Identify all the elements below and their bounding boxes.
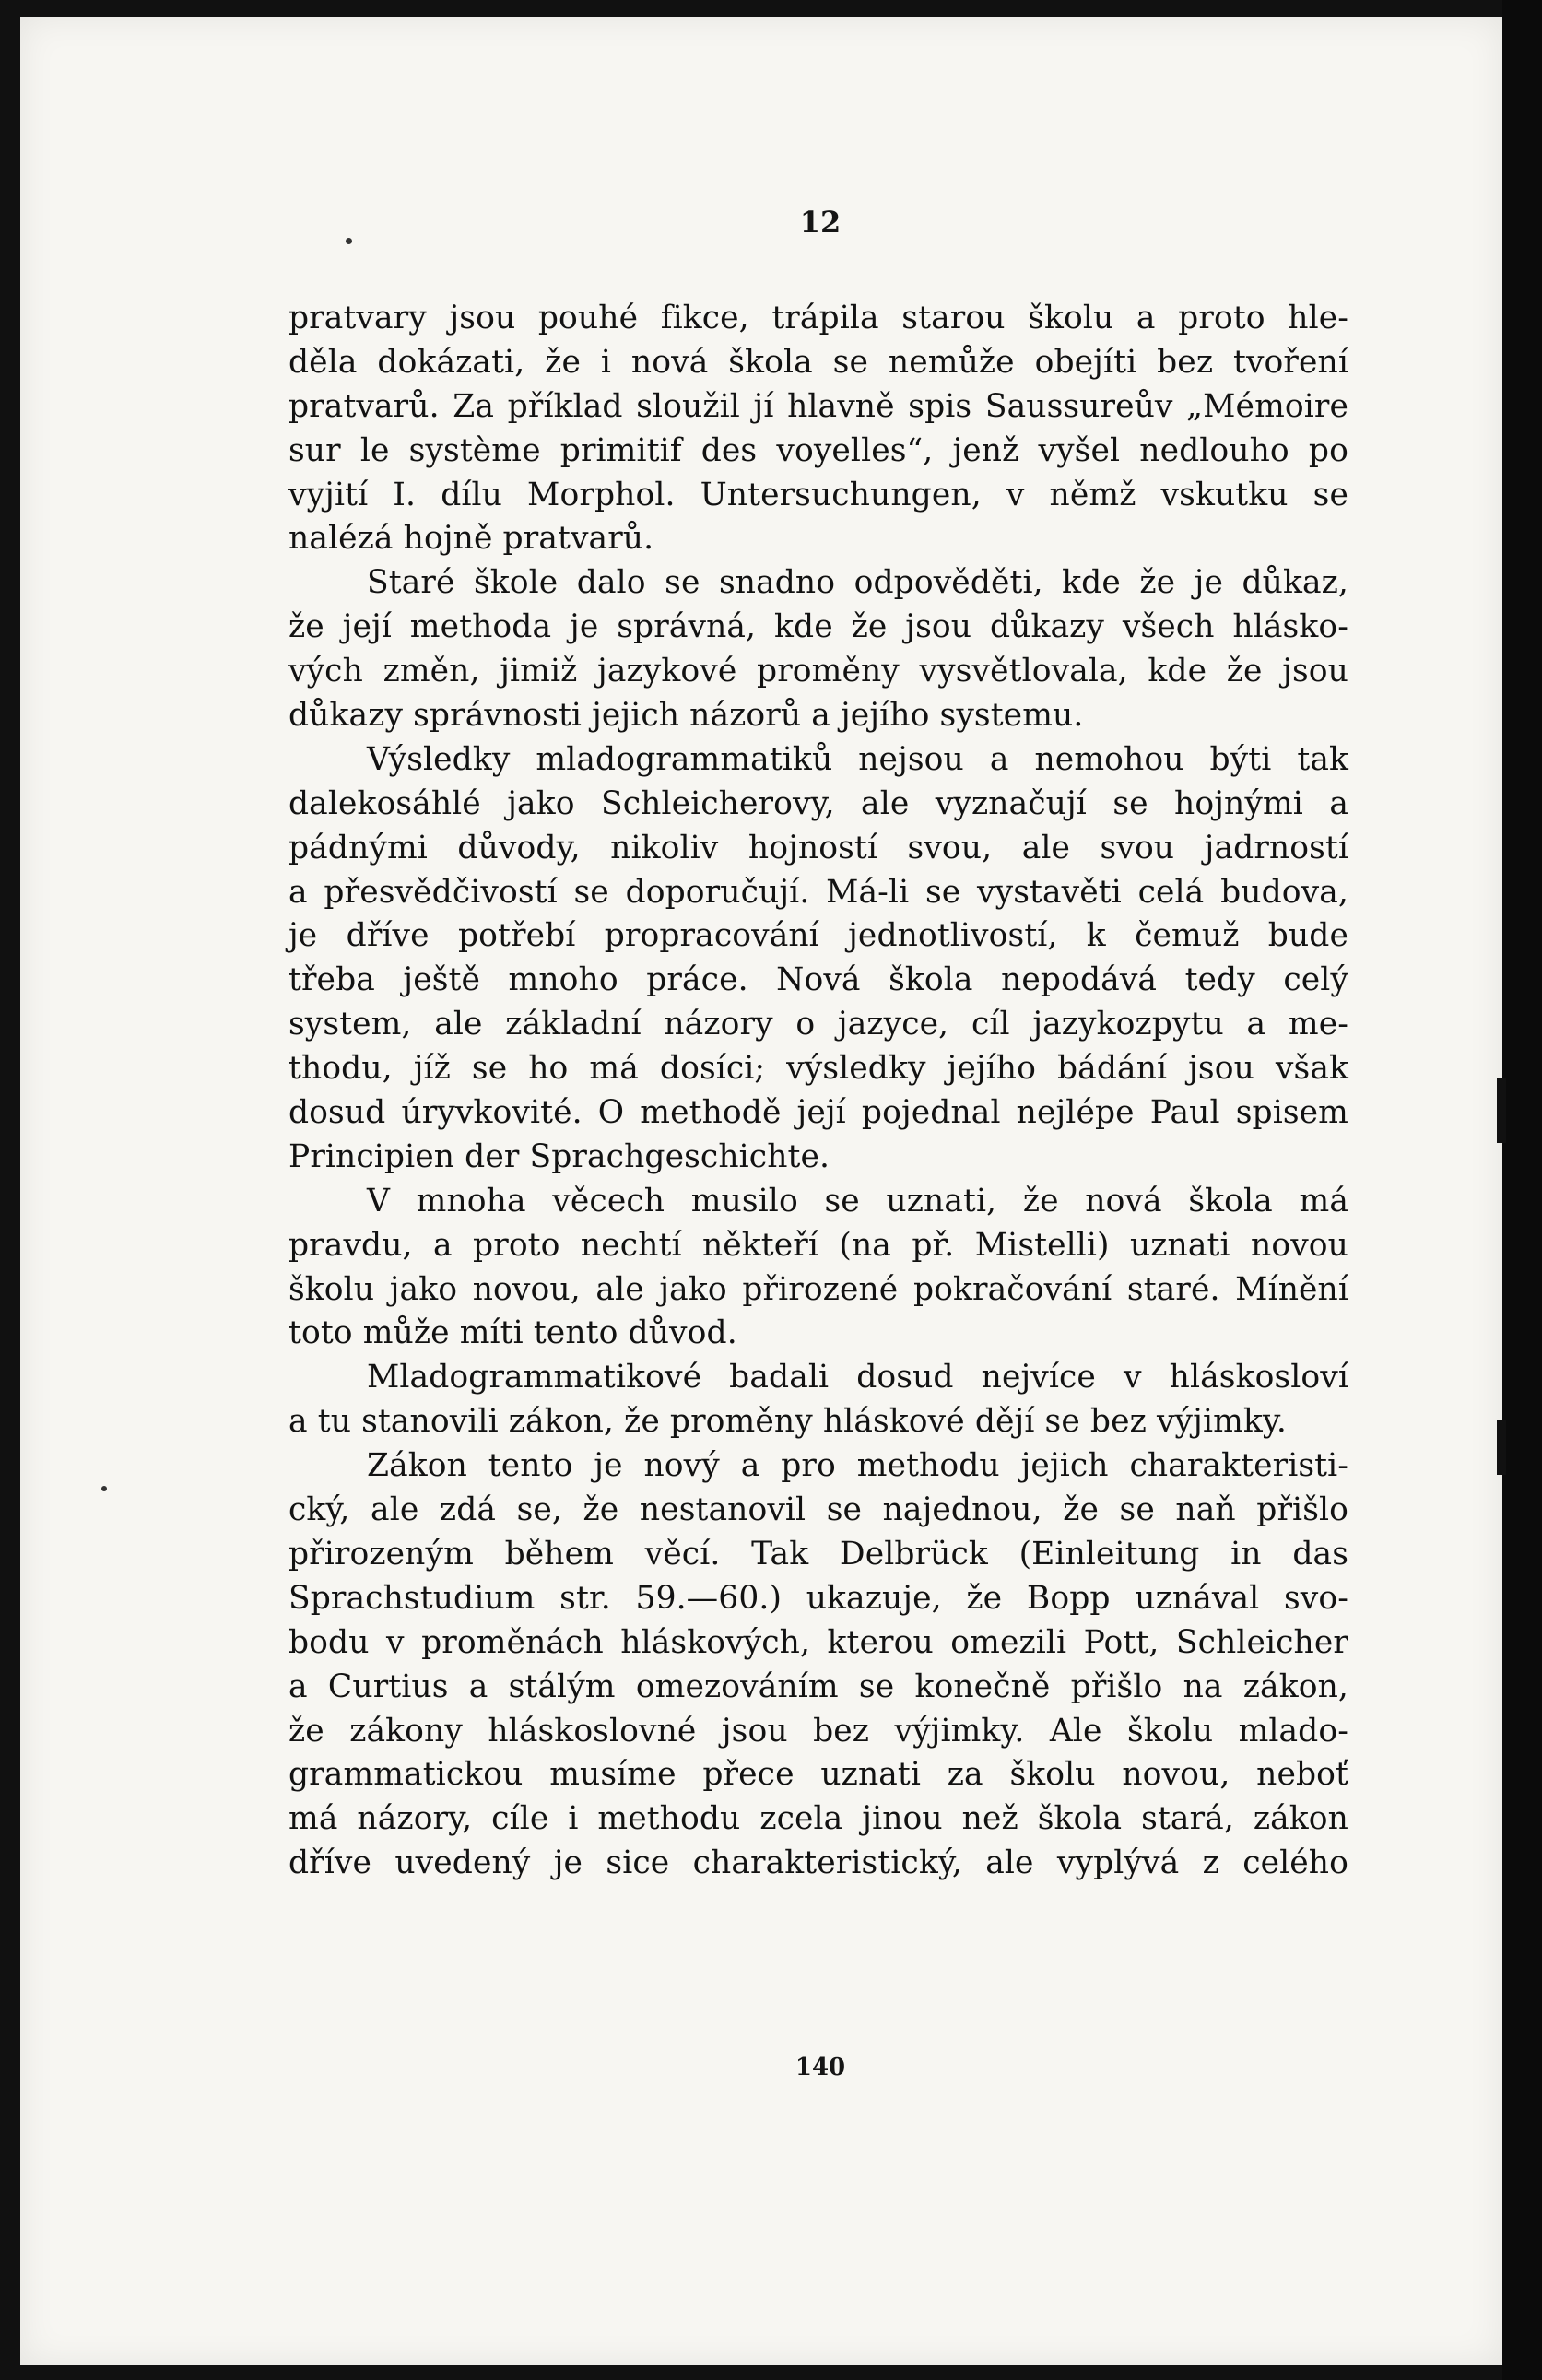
text-line: dalekosáhlé jako Schleicherovy, ale vyznačují se hojnými a <box>288 784 1348 822</box>
text-line: je dříve potřebí propracování jednotlivostí, k čemuž bude <box>288 917 1348 955</box>
text-line: vyjití I. dílu Morphol. Untersuchungen, v němž vskutku se <box>288 476 1348 513</box>
text-line: thodu, jíž se ho má dosíci; výsledky jejího bádání jsou však <box>288 1050 1348 1088</box>
text-line: vých změn, jimiž jazykové proměny vysvětlovala, kde že jsou <box>288 653 1348 690</box>
text-line: Zákon tento je nový a pro methodu jejich charakteristi- <box>367 1447 1348 1485</box>
text-line: důkazy správnosti jejich názorů a jejího systemu. <box>288 697 1084 735</box>
body-text <box>288 297 1348 1886</box>
text-line: pravdu, a proto nechtí někteří (na př. Mistelli) uznati novou <box>288 1226 1348 1264</box>
margin-mark <box>1497 1420 1506 1475</box>
page-edge-shadow <box>1502 0 1542 2380</box>
text-line: Principien der Sprachgeschichte. <box>288 1137 830 1175</box>
text-line: bodu v proměnách hláskových, kterou omezili Pott, Schleicher <box>288 1623 1348 1661</box>
text-line: toto může míti tento důvod. <box>288 1314 737 1352</box>
text-line: dříve uvedený je sice charakteristický, ale vyplývá z celého <box>288 1844 1348 1882</box>
text-line: a tu stanovili zákon, že proměny hláskové dějí se bez výjimky. <box>288 1403 1287 1441</box>
margin-mark <box>1497 1078 1506 1143</box>
text-line: že její methoda je správná, kde že jsou důkazy všech hlásko- <box>288 608 1348 646</box>
page-number: 12 <box>799 205 842 240</box>
text-line: pratvarů. Za příklad sloužil jí hlavně spis Saussureův „Mémoire <box>288 387 1348 425</box>
text-line: má názory, cíle i methodu zcela jinou než škola stará, zákon <box>288 1800 1348 1838</box>
ink-speck <box>101 1486 107 1491</box>
text-line: sur le système primitif des voyelles“, jenž vyšel nedlouho po <box>288 431 1348 469</box>
text-line: nalézá hojně pratvarů. <box>288 520 654 558</box>
text-line: Sprachstudium str. 59.—60.) ukazuje, že Bopp uznával svo- <box>288 1579 1348 1617</box>
text-line: a Curtius a stálým omezováním se konečně přišlo na zákon, <box>288 1667 1348 1705</box>
text-line: grammatickou musíme přece uznati za školu novou, neboť <box>288 1756 1348 1794</box>
text-line: školu jako novou, ale jako přirozené pokračování staré. Mínění <box>288 1270 1348 1308</box>
text-line: dosud úryvkovité. O methodě její pojednal nejlépe Paul spisem <box>288 1094 1348 1132</box>
text-line: V mnoha věcech musilo se uznati, že nová škola má <box>367 1182 1348 1219</box>
text-line: system, ale základní názory o jazyce, cíl jazykozpytu a me- <box>288 1006 1348 1043</box>
text-line: třeba ještě mnoho práce. Nová škola nepodává tedy celý <box>288 961 1348 999</box>
text-line: a přesvědčivostí se doporučují. Má-li se vystavěti celá budova, <box>288 873 1348 911</box>
ink-speck <box>346 238 352 244</box>
text-line: Mladogrammatikové badali dosud nejvíce v hláskosloví <box>367 1359 1348 1396</box>
text-line: pratvary jsou pouhé fikce, trápila starou školu a proto hle- <box>288 300 1348 336</box>
text-line: pádnými důvody, nikoliv hojností svou, ale svou jadrností <box>288 829 1348 866</box>
text-line: cký, ale zdá se, že nestanovil se najednou, že se naň přišlo <box>288 1491 1348 1529</box>
printer-signature: 140 <box>795 2054 846 2081</box>
text-line: děla dokázati, že i nová škola se nemůže obejíti bez tvoření <box>288 343 1348 381</box>
text-line: že zákony hláskoslovné jsou bez výjimky. Ale školu mlado- <box>288 1712 1348 1750</box>
text-line: Výsledky mladogrammatiků nejsou a nemohou býti tak <box>367 740 1348 778</box>
text-line: Staré škole dalo se snadno odpověděti, kde že je důkaz, <box>367 564 1348 602</box>
text-line: přirozeným během věcí. Tak Delbrück (Einleitung in das <box>288 1535 1348 1573</box>
